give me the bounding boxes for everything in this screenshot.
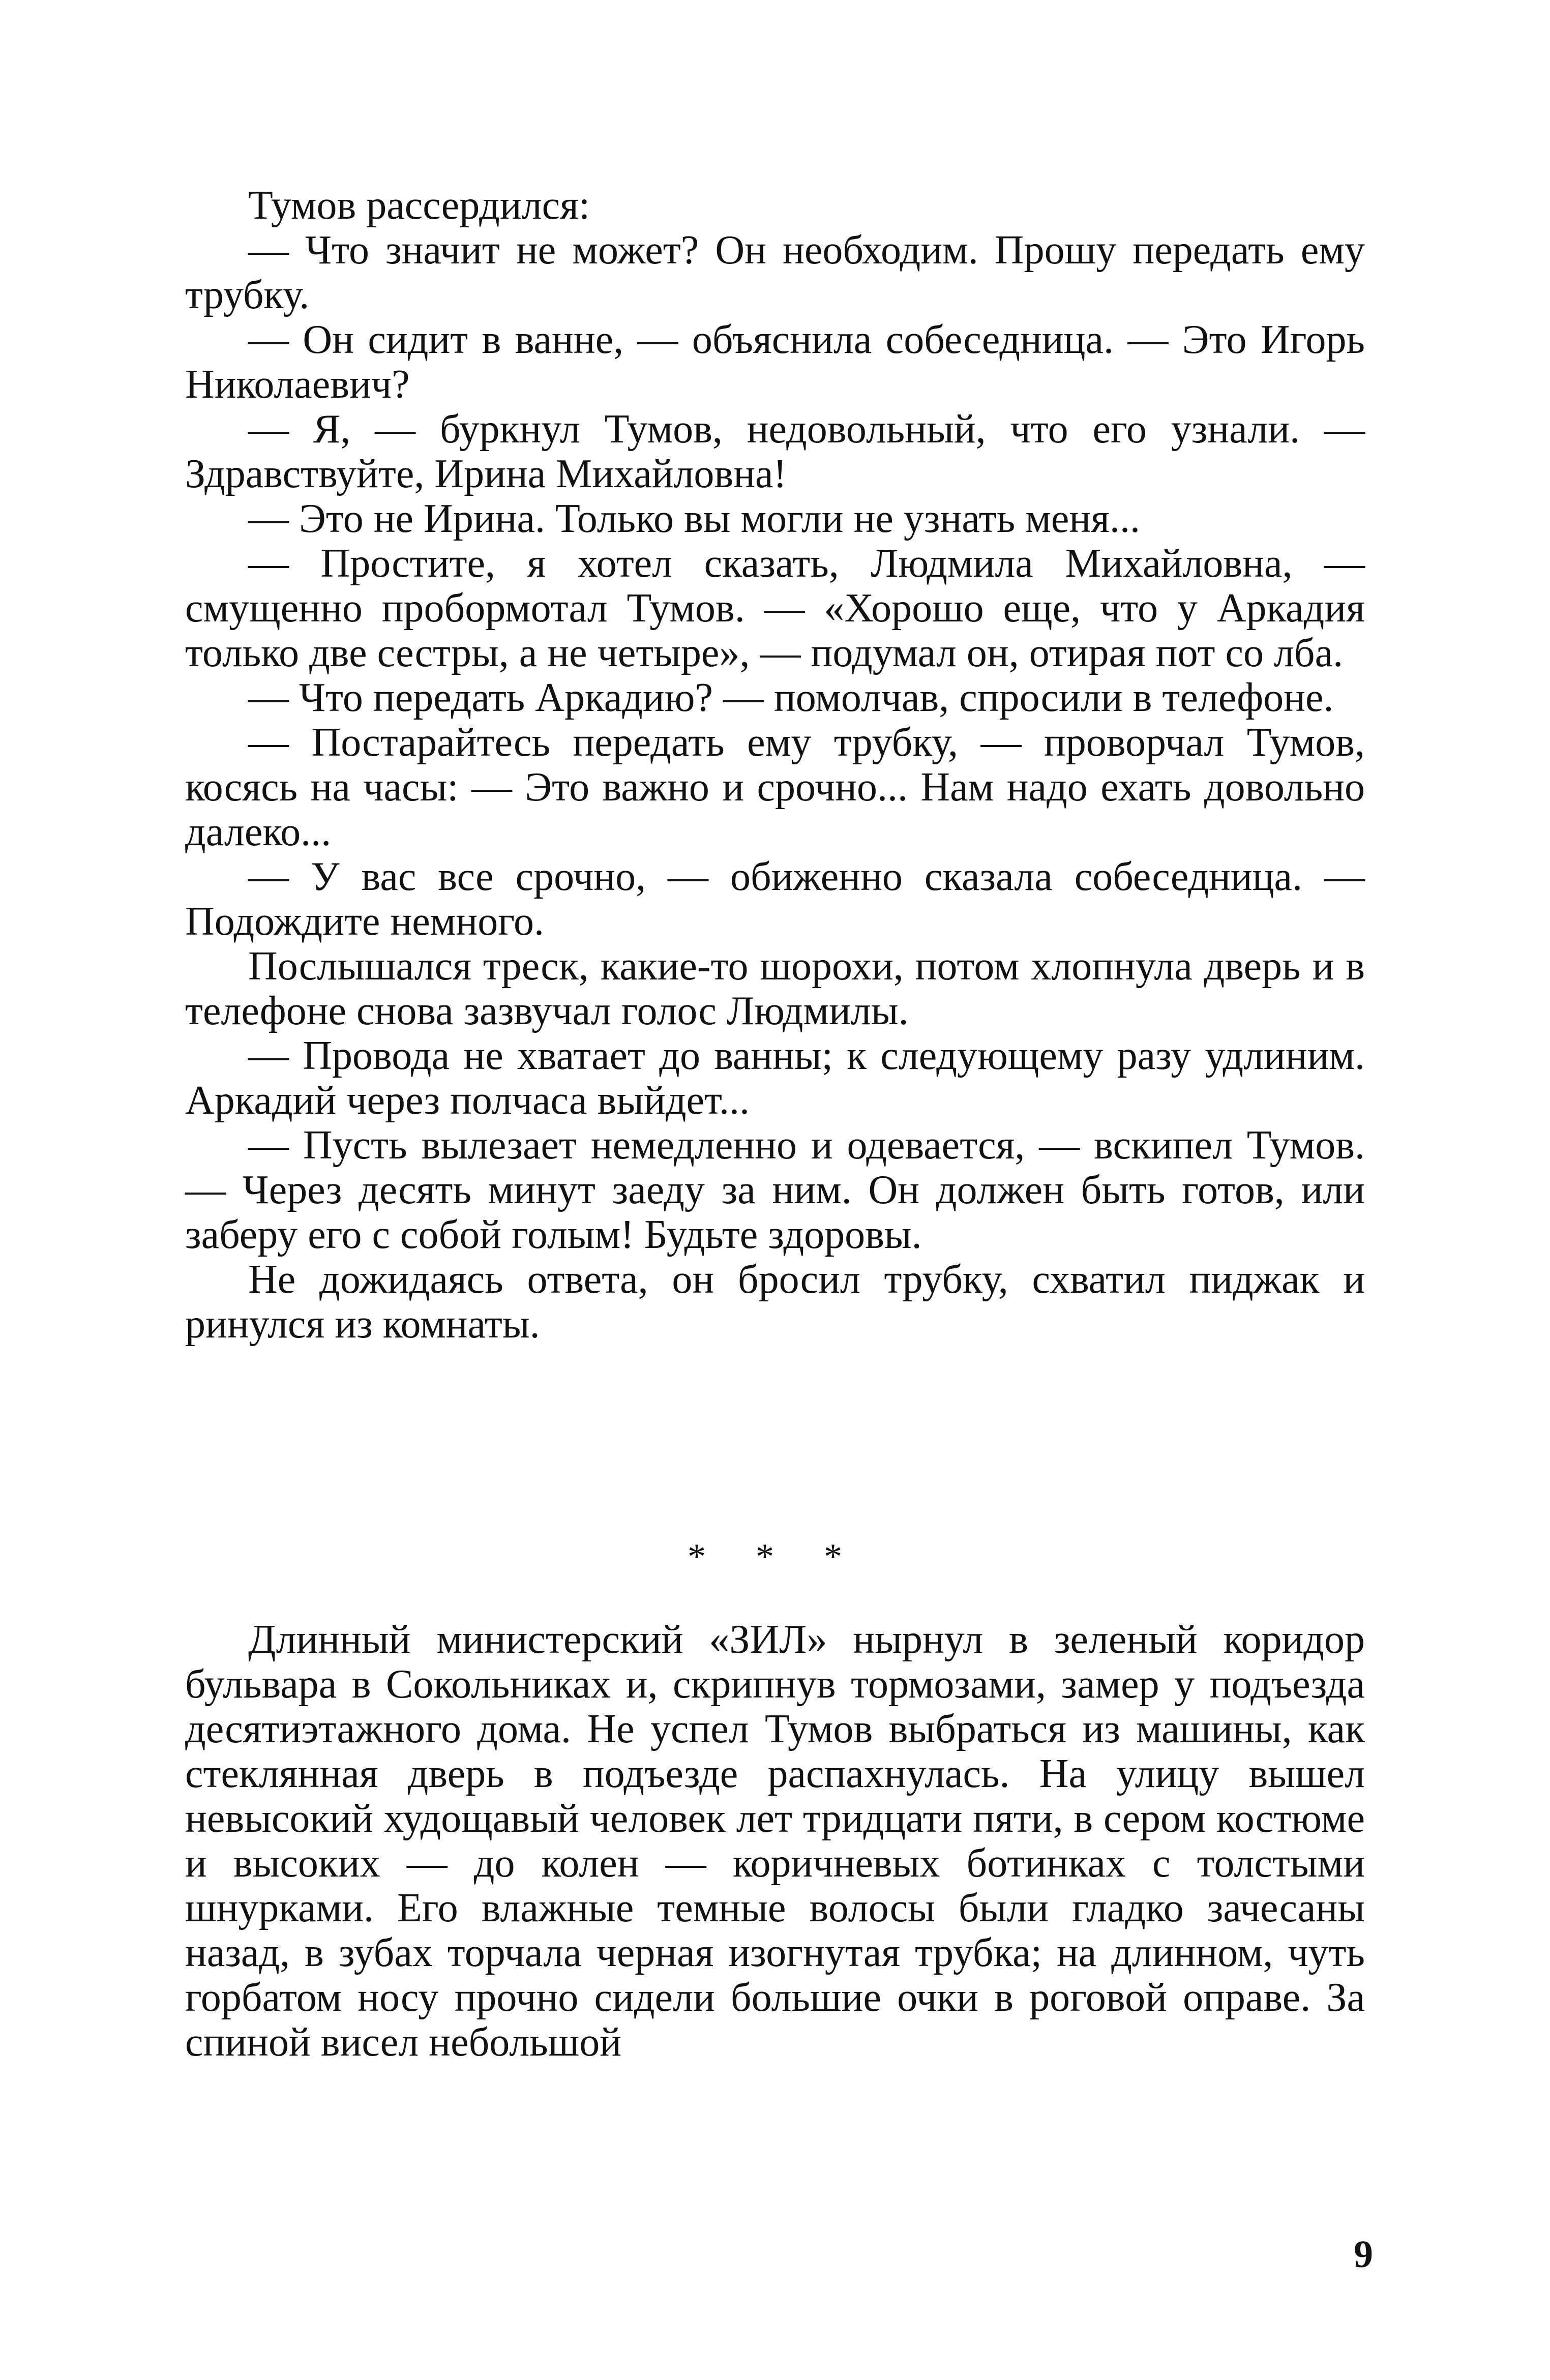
paragraph: — Что значит не может? Он необходим. Прошу передать ему трубку. — [185, 228, 1365, 317]
main-text-upper — [185, 183, 1365, 1347]
main-text-lower — [185, 1617, 1365, 2065]
paragraph: — Я, — буркнул Тумов, недовольный, что его узнали. — Здравствуйте, Ирина Михайловна! — [185, 407, 1365, 496]
paragraph: Длинный министерский «ЗИЛ» нырнул в зеленый коридор бульвара в Сокольниках и, скрипнув тормозами, замер у подъезда десятиэтажного дома. Не успел Тумов выбраться из машины, как стеклянная дверь в подъезде распахнулась. На улицу вышел невысокий худощавый человек лет тридцати пяти, в сером костюме и высоких — до колен — коричневых ботинках с толстыми шнурками. Его влажные темные волосы были гладко зачесаны назад, в зубах торчала черная изогнутая трубка; на длинном, чуть горбатом носу прочно сидели большие очки в роговой оправе. За спиной висел небольшой — [185, 1617, 1365, 2065]
paragraph: — Он сидит в ванне, — объяснила собеседница. — Это Игорь Николаевич? — [185, 317, 1365, 407]
paragraph: — Простите, я хотел сказать, Людмила Михайловна, — смущенно пробормотал Тумов. — «Хорошо еще, что у Аркадия только две сестры, а не четыре», — подумал он, отирая пот со лба. — [185, 541, 1365, 675]
paragraph: Не дожидаясь ответа, он бросил трубку, схватил пиджак и ринулся из комнаты. — [185, 1257, 1365, 1347]
page-number: 9 — [1354, 2233, 1373, 2276]
paragraph: — У вас все срочно, — обиженно сказала собеседница. — Подождите немного. — [185, 854, 1365, 944]
paragraph: Послышался треск, какие-то шорохи, потом хлопнула дверь и в телефоне снова зазвучал голос Людмилы. — [185, 944, 1365, 1033]
paragraph: — Пусть вылезает немедленно и одевается, — вскипел Тумов. — Через десять минут заеду за ним. Он должен быть готов, или заберу его с собой голым! Будьте здоровы. — [185, 1123, 1365, 1257]
paragraph: Тумов рассердился: — [248, 183, 590, 228]
paragraph: — Это не Ирина. Только вы могли не узнать меня... — [248, 496, 1140, 541]
paragraph: — Провода не хватает до ванны; к следующему разу удлиним. Аркадий через полчаса выйдет... — [185, 1033, 1365, 1123]
section-separator: * * * — [688, 1536, 862, 1577]
paragraph: — Что передать Аркадию? — помолчав, спросили в телефоне. — [248, 675, 1334, 720]
paragraph: — Постарайтесь передать ему трубку, — проворчал Тумов, косясь на часы: — Это важно и срочно... Нам надо ехать довольно далеко... — [185, 720, 1365, 854]
